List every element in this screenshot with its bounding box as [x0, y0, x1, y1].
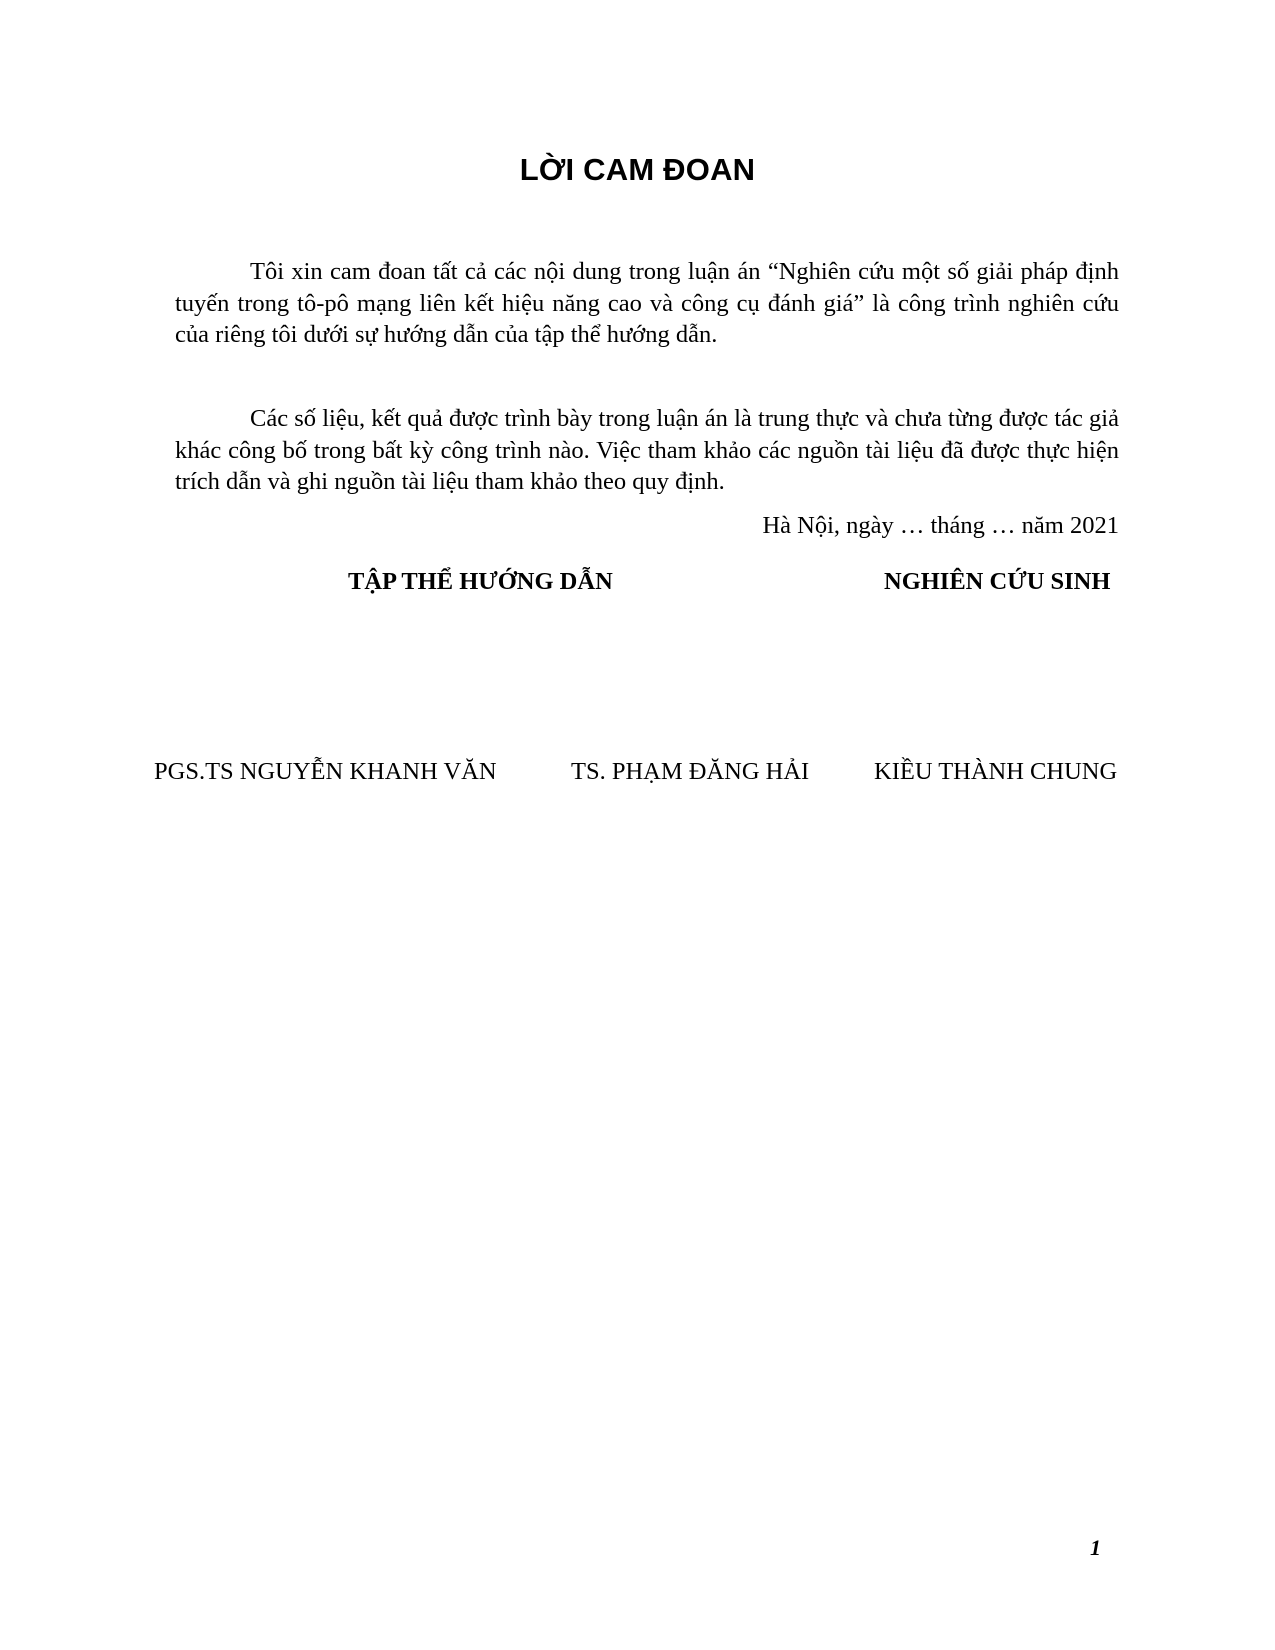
page-number: 1	[1090, 1535, 1101, 1560]
place-date-line: Hà Nội, ngày … tháng … năm 2021	[762, 512, 1119, 539]
advisor-name-2: TS. PHẠM ĐĂNG HẢI	[571, 758, 810, 785]
advisors-heading: TẬP THỂ HƯỚNG DẪN	[348, 568, 613, 595]
student-heading: NGHIÊN CỨU SINH	[884, 568, 1111, 595]
declaration-paragraph-2: Các số liệu, kết quả được trình bày trong luận án là trung thực và chưa từng được tác giả khác công bố trong bất kỳ công trình nào. Việc tham khảo các nguồn tài liệu đã được thực hiện trích dẫn và ghi nguồn tài liệu tham khảo theo quy định.	[175, 405, 1119, 495]
page-title: LỜI CAM ĐOAN	[519, 152, 756, 187]
declaration-paragraph-1: Tôi xin cam đoan tất cả các nội dung trong luận án “Nghiên cứu một số giải pháp định tuyến trong tô-pô mạng liên kết hiệu năng cao và công cụ đánh giá” là công trình nghiên cứu của riêng tôi dưới sự hướng dẫn của tập thể hướng dẫn.	[175, 258, 1119, 348]
student-name: KIỀU THÀNH CHUNG	[874, 758, 1118, 785]
advisor-name-1: PGS.TS NGUYỄN KHANH VĂN	[154, 758, 497, 785]
